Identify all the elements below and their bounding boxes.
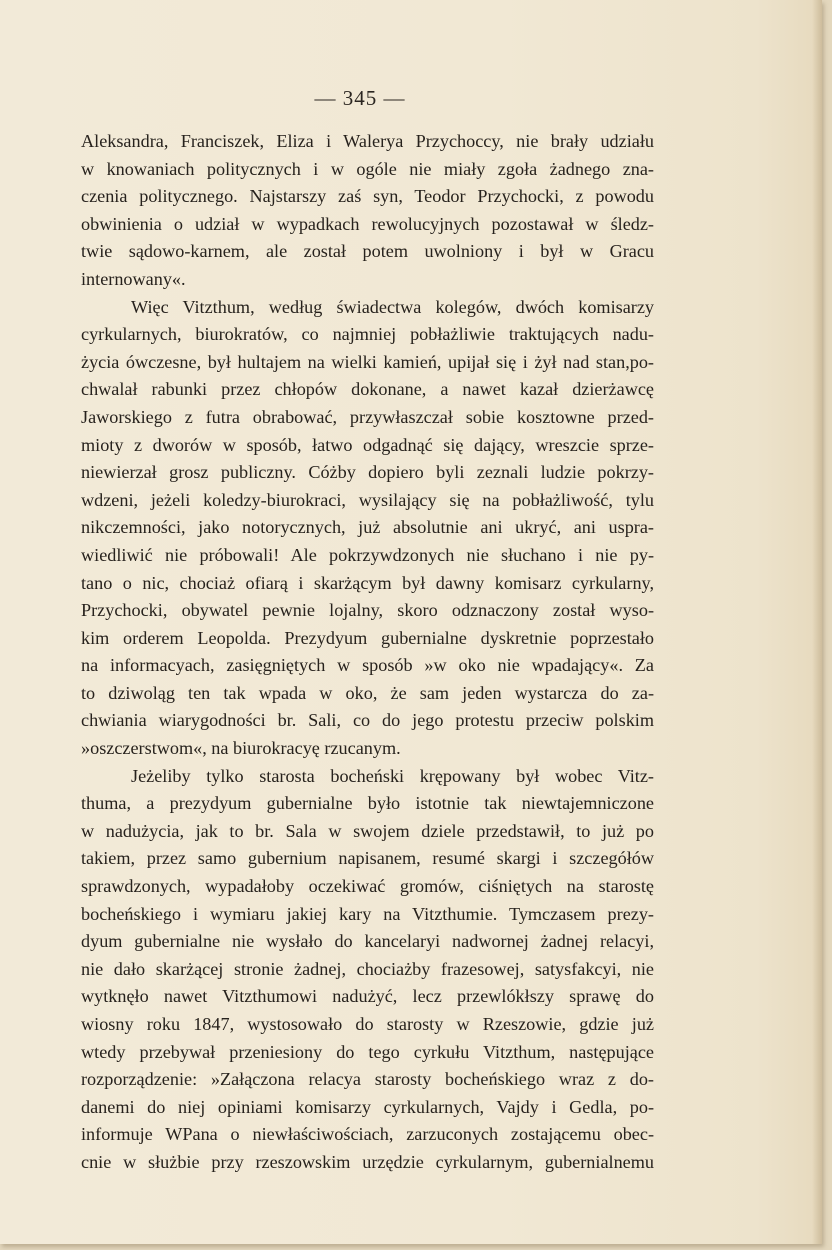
text-line: chwiania wiarygodności br. Sali, co do jego protestu przeciw polskim [81, 710, 654, 731]
text-line: obwinienia o udział w wypadkach rewolucyjnych pozostawał w śledz- [81, 213, 654, 234]
text-line: Jaworskiego z futra obrabować, przywłaszczał sobie kosztowne przed- [81, 406, 654, 427]
text-line: twie sądowo-karnem, ale został potem uwolniony i był w Gracu [81, 241, 654, 262]
page-edge-shadow [812, 0, 822, 1244]
text-line: to dziwoląg ten tak wpada w oko, że sam jeden wystarcza do za- [81, 682, 654, 703]
text-line: Aleksandra, Franciszek, Eliza i Walerya Przychoccy, nie brały udziału [81, 131, 654, 151]
text-line: w nadużycia, jak to br. Sala w swojem dziele przedstawił, to już po [81, 820, 654, 841]
text-line: internowany«. [81, 268, 186, 289]
text-line: sprawdzonych, wypadałoby oczekiwać gromów, ciśniętych na starostę [81, 876, 654, 897]
text-line: nikczemności, jako notorycznych, już absolutnie ani ukryć, ani uspra- [81, 517, 654, 538]
paragraph-1 [81, 128, 654, 294]
text-line: wiedliwić nie próbowali! Ale pokrzywdzonych nie słuchano i nie py- [81, 544, 654, 565]
text-line: wtedy przebywał przeniesiony do tego cyrkułu Vitzthum, następujące [81, 1041, 654, 1062]
text-line: Więc Vitzthum, według świadectwa kolegów, dwóch komisarzy [131, 296, 654, 317]
text-line: kim orderem Leopolda. Prezydyum gubernialne dyskretnie poprzestało [81, 627, 654, 648]
text-line: w knowaniach politycznych i w ogóle nie miały zgoła żadnego zna- [81, 158, 654, 179]
page-number: — 345 — [314, 86, 406, 110]
text-line: na informacyach, zasięgniętych w sposób »w oko nie wpadający«. Za [81, 655, 654, 676]
text-line: tano o nic, chociaż ofiarą i skarżącym był dawny komisarz cyrkularny, [81, 572, 654, 593]
text-line: thuma, a prezydyum gubernialne było istotnie tak niewtajemniczone [81, 793, 654, 814]
text-line: chwalał rabunki przez chłopów dokonane, a nawet kazał dzierżawcę [81, 379, 654, 400]
text-line: mioty z dworów w sposób, łatwo odgadnąć się dający, wreszcie sprze- [81, 434, 654, 455]
text-line: nie dało skarżącej stronie żadnej, chociażby frazesowej, satysfakcyi, nie [81, 958, 654, 979]
text-line: życia ówczesne, był hultajem na wielki kamień, upijał się i żył nad stan,po- [81, 351, 654, 372]
text-line: cyrkularnych, biurokratów, co najmniej pobłażliwie traktujących nadu- [81, 324, 654, 345]
text-line: wiosny roku 1847, wystosowało do starosty w Rzeszowie, gdzie już [81, 1014, 654, 1034]
paragraph-3 [81, 763, 654, 1177]
text-line: cnie w służbie przy rzeszowskim urzędzie cyrkularnym, gubernialnemu [81, 1151, 654, 1172]
text-line: Jeżeliby tylko starosta bocheński krępowany był wobec Vitz- [131, 765, 654, 786]
text-line: informuje WPana o niewłaściwościach, zarzuconych zostającemu obec- [81, 1124, 654, 1145]
text-line: Przychocki, obywatel pewnie lojalny, skoro odznaczony został wyso- [81, 600, 654, 621]
body-text [81, 128, 654, 1177]
text-line: wdzeni, jeżeli koledzy-biurokraci, wysilający się na pobłażliwość, tylu [81, 489, 654, 510]
text-line: takiem, przez samo gubernium napisanem, resumé skargi i szczegółów [81, 848, 654, 869]
text-line: niewierzał grosz publiczny. Cóżby dopiero byli zeznali ludzie pokrzy- [81, 462, 654, 483]
text-line: »oszczerstwom«, na biurokracyę rzucanym. [81, 738, 401, 759]
text-line: rozporządzenie: »Załączona relacya starosty bocheńskiego wraz z do- [81, 1069, 654, 1090]
text-line: wytknęło nawet Vitzthumowi nadużyć, lecz przewlókłszy sprawę do [81, 986, 654, 1007]
text-line: bocheńskiego i wymiaru jakiej kary na Vitzthumie. Tymczasem prezy- [81, 903, 654, 924]
paragraph-2 [81, 294, 654, 763]
text-line: dyum gubernialne nie wysłało do kancelaryi nadwornej żadnej relacyi, [81, 931, 654, 952]
text-line: danemi do niej opiniami komisarzy cyrkularnych, Vajdy i Gedla, po- [81, 1096, 654, 1117]
text-line: czenia politycznego. Najstarszy zaś syn, Teodor Przychocki, z powodu [81, 186, 654, 207]
